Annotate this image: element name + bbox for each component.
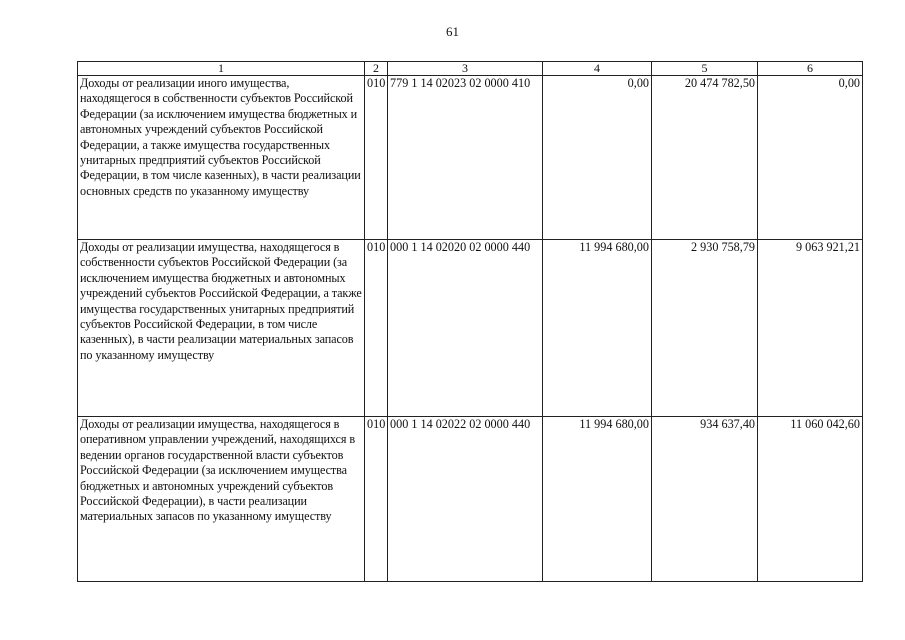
report-table: [77, 61, 863, 582]
header-col-1: 1: [78, 62, 365, 76]
amount-col-6: 11 060 042,60: [758, 417, 863, 582]
header-col-3: 3: [388, 62, 543, 76]
amount-col-5: 20 474 782,50: [652, 76, 758, 240]
header-col-5: 5: [652, 62, 758, 76]
header-col-6: 6: [758, 62, 863, 76]
table-row: [78, 417, 863, 582]
income-description: Доходы от реализации имущества, находящегося в оперативном управлении учреждений, находящихся в ведении органов государственной власти субъектов Российской Федерации (за исключением имущества бюджетных и автономных учреждений субъектов Российской Федерации), в части реализации материальных запасов по указанному имуществу: [78, 417, 365, 582]
line-code: 010: [365, 76, 388, 240]
line-code: 010: [365, 240, 388, 417]
amount-col-4: 0,00: [543, 76, 652, 240]
amount-col-5: 2 930 758,79: [652, 240, 758, 417]
table-body: [78, 76, 863, 582]
amount-col-5: 934 637,40: [652, 417, 758, 582]
header-col-2: 2: [365, 62, 388, 76]
income-description: Доходы от реализации имущества, находящегося в собственности субъектов Российской Федерации (за исключением имущества бюджетных и автономных учреждений субъектов Российской Федерации, а также имущества государственных унитарных предприятий субъектов Российской Федерации, в том числе казенных), в части реализации материальных запасов по указанному имуществу: [78, 240, 365, 417]
header-row: [78, 62, 863, 76]
line-code: 010: [365, 417, 388, 582]
header-col-4: 4: [543, 62, 652, 76]
table-row: [78, 76, 863, 240]
page-number: 61: [446, 24, 459, 39]
table-row: [78, 240, 863, 417]
budget-classification-code: 000 1 14 02022 02 0000 440: [388, 417, 543, 582]
amount-col-6: 9 063 921,21: [758, 240, 863, 417]
amount-col-4: 11 994 680,00: [543, 417, 652, 582]
amount-col-4: 11 994 680,00: [543, 240, 652, 417]
table-header: [78, 62, 863, 76]
income-description: Доходы от реализации иного имущества, находящегося в собственности субъектов Российской Федерации (за исключением имущества бюджетных и автономных учреждений субъектов Российской Федерации, а также имущества государственных унитарных предприятий субъектов Российской Федерации, в том числе казенных), в части реализации основных средств по указанному имуществу: [78, 76, 365, 240]
budget-classification-code: 000 1 14 02020 02 0000 440: [388, 240, 543, 417]
budget-classification-code: 779 1 14 02023 02 0000 410: [388, 76, 543, 240]
amount-col-6: 0,00: [758, 76, 863, 240]
